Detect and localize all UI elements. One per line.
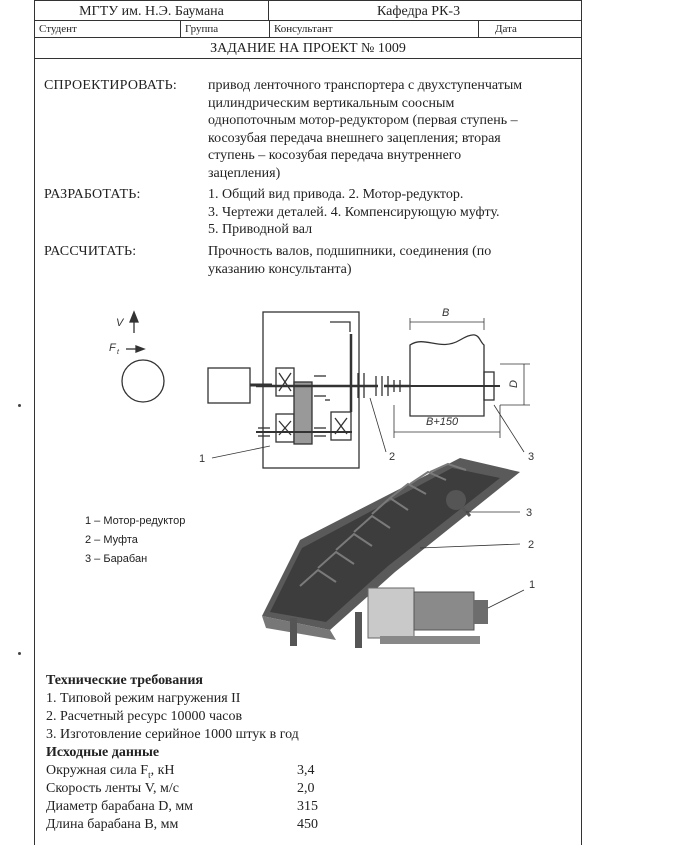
force-arrowhead bbox=[136, 346, 144, 352]
design-line: косозубая передача внешнего зацепления; вторая bbox=[208, 130, 501, 146]
input-unit: , кН bbox=[150, 763, 175, 778]
design-label: СПРОЕКТИРОВАТЬ: bbox=[44, 78, 177, 93]
input-label: Диаметр барабана D, мм bbox=[46, 799, 194, 814]
conveyor-leg bbox=[355, 612, 362, 648]
photo-callout-2: 2 bbox=[528, 539, 535, 551]
drum-section bbox=[410, 335, 484, 416]
develop-line: 3. Чертежи деталей. 4. Компенсирующую муфту. bbox=[208, 204, 500, 220]
photo-motor bbox=[414, 592, 474, 630]
drum-circle bbox=[122, 360, 164, 402]
gear-wheel-1 bbox=[294, 382, 312, 444]
leader-3 bbox=[494, 405, 524, 452]
develop-line: 1. Общий вид привода. 2. Мотор-редуктор. bbox=[208, 187, 464, 202]
force-subscript: t bbox=[117, 349, 119, 356]
scan-speck bbox=[18, 404, 21, 407]
input-row-speed bbox=[46, 780, 346, 798]
consultant-field-label: Консультант bbox=[270, 21, 479, 37]
conveyor-leg bbox=[290, 618, 297, 646]
student-field-label: Студент bbox=[35, 21, 181, 37]
design-line: зацепления) bbox=[208, 165, 281, 181]
scheme-callout-1: 1 bbox=[199, 453, 206, 465]
requirement-item: 3. Изготовление серийное 1000 штук в год bbox=[46, 727, 299, 742]
input-value: 2,0 bbox=[297, 781, 315, 796]
input-row-diameter bbox=[46, 798, 346, 816]
calc-line: указанию консультанта) bbox=[208, 261, 352, 277]
department-name: Кафедра РК-3 bbox=[377, 4, 461, 19]
photo-leader-2 bbox=[420, 544, 520, 548]
group-field-label: Группа bbox=[181, 21, 270, 37]
photo-callout-3: 3 bbox=[526, 507, 533, 519]
input-value: 315 bbox=[297, 799, 318, 814]
dim-b-label: B bbox=[442, 307, 450, 319]
assignment-title: ЗАДАНИЕ НА ПРОЕКТ № 1009 bbox=[210, 41, 406, 56]
force-label: F bbox=[109, 342, 116, 354]
input-data-table bbox=[46, 762, 346, 834]
input-value: 450 bbox=[297, 817, 318, 832]
input-label: Окружная сила F bbox=[46, 763, 149, 778]
photo-leader-1 bbox=[488, 590, 524, 608]
input-label-sub: t bbox=[148, 769, 151, 780]
legend-item: 2 – Муфта bbox=[85, 534, 138, 546]
design-line: однопоточным мотор-редуктором (первая ступень – bbox=[208, 113, 518, 128]
requirement-item: 2. Расчетный ресурс 10000 часов bbox=[46, 709, 243, 724]
scan-speck bbox=[18, 652, 21, 655]
leader-2 bbox=[370, 398, 386, 452]
input-data-title: Исходные данные bbox=[46, 745, 160, 760]
conveyor-photo bbox=[262, 458, 524, 648]
requirements-section bbox=[46, 672, 299, 762]
dim-d-label: D bbox=[508, 380, 520, 388]
requirements-title: Технические требования bbox=[46, 673, 203, 688]
legend-item: 3 – Барабан bbox=[85, 553, 148, 565]
university-name: МГТУ им. Н.Э. Баумана bbox=[35, 1, 269, 20]
velocity-label: V bbox=[116, 317, 124, 329]
legend-item: 1 – Мотор-редуктор bbox=[85, 515, 186, 527]
motor-body bbox=[208, 368, 250, 403]
input-label: Длина барабана B, мм bbox=[46, 817, 179, 832]
input-label: Скорость ленты V, м/с bbox=[46, 781, 179, 796]
housing-step bbox=[330, 322, 350, 332]
input-value: 3,4 bbox=[297, 763, 315, 778]
input-row-force bbox=[46, 762, 346, 780]
calc-label: РАССЧИТАТЬ: bbox=[44, 244, 137, 259]
design-line: ступень – косозубая передача внутреннего bbox=[208, 148, 462, 163]
scheme-legend bbox=[85, 512, 185, 569]
design-line: привод ленточного транспортера с двухступенчатым bbox=[208, 78, 523, 93]
calc-line: Прочность валов, подшипники, соединения (по bbox=[208, 244, 492, 259]
photo-reducer bbox=[368, 588, 414, 638]
input-row-length bbox=[46, 816, 346, 834]
photo-callout-1: 1 bbox=[529, 579, 536, 591]
velocity-arrowhead bbox=[130, 312, 138, 322]
dim-b150-label: B+150 bbox=[426, 416, 459, 428]
design-line: цилиндрическим вертикальным соосным bbox=[208, 95, 455, 111]
leader-1 bbox=[212, 446, 270, 458]
scheme-callout-3: 3 bbox=[528, 451, 535, 463]
develop-line: 5. Приводной вал bbox=[208, 222, 313, 237]
requirement-item: 1. Типовой режим нагружения II bbox=[46, 691, 241, 706]
date-field-label: Дата bbox=[495, 23, 517, 35]
develop-label: РАЗРАБОТАТЬ: bbox=[44, 187, 141, 202]
scheme-callout-2: 2 bbox=[389, 451, 396, 463]
